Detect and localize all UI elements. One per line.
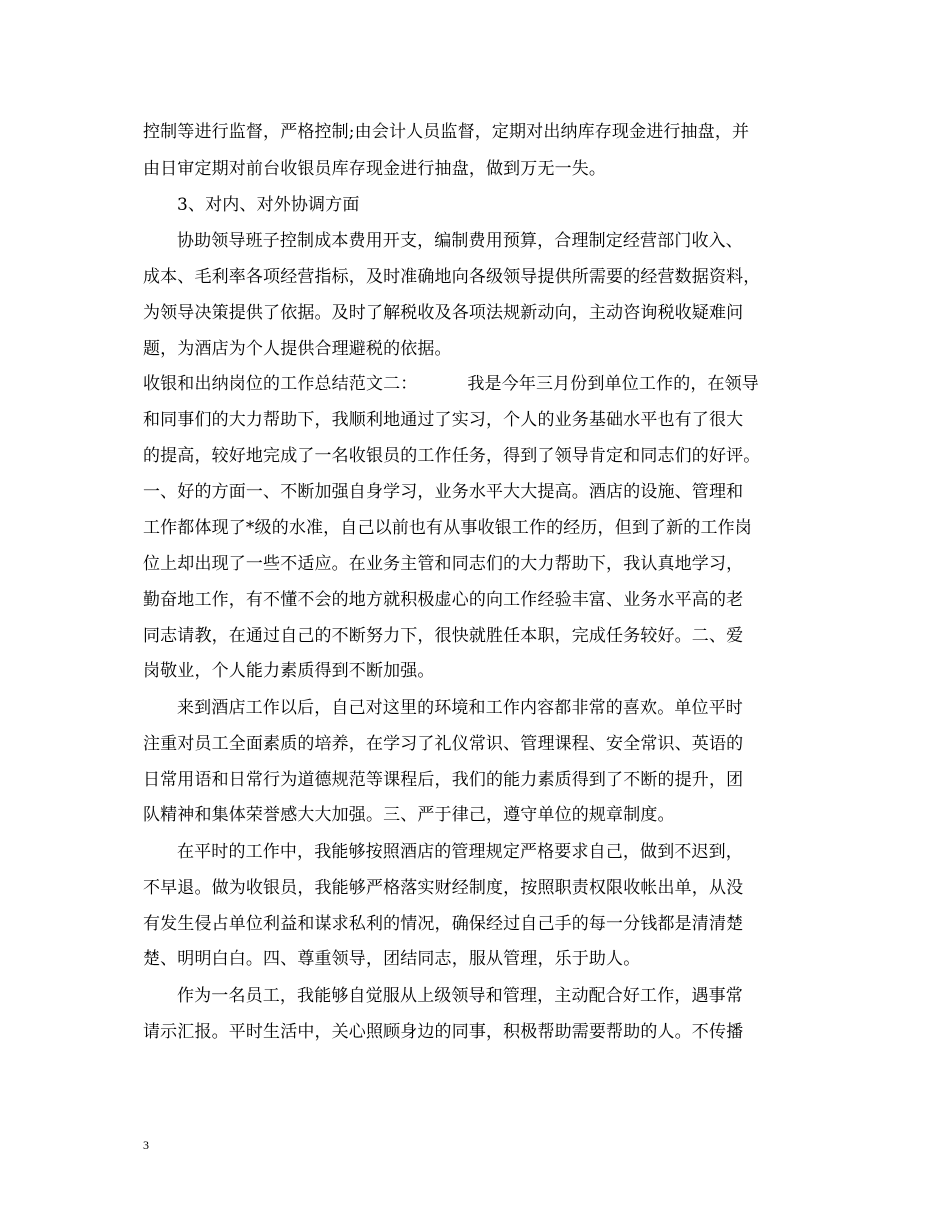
text-line: 楚、明明白白。四、尊重领导，团结同志，服从管理，乐于助人。	[143, 949, 641, 969]
text-line: 的提高，较好地完成了一名收银员的工作任务，得到了领导肯定和同志们的好评。	[143, 446, 761, 466]
text-line: 请示汇报。平时生活中，关心照顾身边的同事，积极帮助需要帮助的人。不传播	[143, 1022, 744, 1042]
text-line: 题，为酒店为个人提供合理避税的依据。	[143, 339, 452, 359]
text-line: 勤奋地工作，有不懂不会的地方就积极虚心的向工作经验丰富、业务水平高的老	[143, 590, 744, 610]
text-line: 位上却出现了一些不适应。在业务主管和同志们的大力帮助下，我认真地学习，	[143, 554, 744, 574]
text-line: 和同事们的大力帮助下，我顺利地通过了实习，个人的业务基础水平也有了很大	[143, 410, 744, 430]
section-heading: 3、对内、对外协调方面	[177, 195, 360, 215]
text-line: 注重对员工全面素质的培养，在学习了礼仪常识、管理课程、安全常识、英语的	[143, 734, 744, 754]
essay-intro: 我是今年三月份到单位工作的，在领导	[467, 374, 759, 394]
text-line: 来到酒店工作以后，自己对这里的环境和工作内容都非常的喜欢。单位平时	[177, 698, 743, 718]
text-line: 不早退。做为收银员，我能够严格落实财经制度，按照职责权限收帐出单，从没	[143, 878, 744, 898]
text-line: 日常用语和日常行为道德规范等课程后，我们的能力素质得到了不断的提升，团	[143, 770, 744, 790]
text-line: 控制等进行监督，严格控制;由会计人员监督，定期对出纳库存现金进行抽盘，并	[143, 122, 750, 142]
text-line: 同志请教，在通过自己的不断努力下，很快就胜任本职，完成任务较好。二、爱	[143, 626, 744, 646]
text-line: 一、好的方面一、不断加强自身学习，业务水平大大提高。酒店的设施、管理和	[143, 482, 744, 502]
text-line: 为领导决策提供了依据。及时了解税收及各项法规新动向，主动咨询税收疑难问	[143, 303, 744, 323]
text-line: 工作都体现了*级的水准，自己以前也有从事收银工作的经历，但到了新的工作岗	[143, 518, 752, 538]
text-line: 协助领导班子控制成本费用开支，编制费用预算，合理制定经营部门收入、	[177, 231, 743, 251]
essay-title: 收银和出纳岗位的工作总结范文二：	[143, 374, 418, 394]
text-line	[143, 372, 808, 396]
page-number: 3	[143, 1138, 149, 1152]
text-line: 岗敬业，个人能力素质得到不断加强。	[143, 661, 435, 681]
text-line: 在平时的工作中，我能够按照酒店的管理规定严格要求自己，做到不迟到，	[177, 842, 743, 862]
text-line: 作为一名员工，我能够自觉服从上级领导和管理，主动配合好工作，遇事常	[177, 986, 743, 1006]
text-line: 成本、毛利率各项经营指标，及时准确地向各级领导提供所需要的经营数据资料，	[143, 267, 761, 287]
text-line: 由日审定期对前台收银员库存现金进行抽盘，做到万无一失。	[143, 159, 607, 179]
text-line: 有发生侵占单位利益和谋求私利的情况，确保经过自己手的每一分钱都是清清楚	[143, 914, 744, 934]
text-line: 队精神和集体荣誉感大大加强。三、严于律己，遵守单位的规章制度。	[143, 805, 675, 825]
